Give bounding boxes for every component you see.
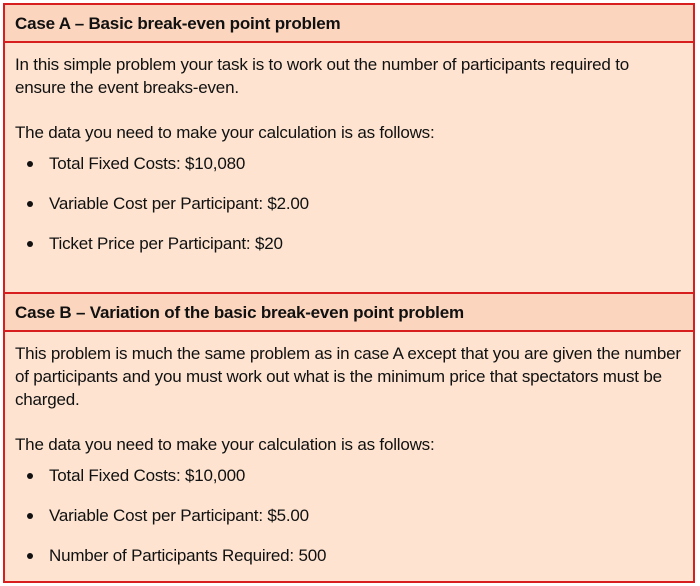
case-a-item-fixed-costs: Total Fixed Costs: $10,080 [49, 154, 246, 173]
bullet-icon [27, 241, 33, 247]
list-item [15, 152, 683, 192]
case-b-item-variable-cost: Variable Cost per Participant: $5.00 [49, 506, 309, 525]
list-item [15, 464, 683, 504]
case-b-title: Case B – Variation of the basic break-even point problem [5, 294, 693, 332]
case-a-lead: The data you need to make your calculation is as follows: [15, 123, 435, 142]
bullet-icon [27, 161, 33, 167]
list-item [15, 504, 683, 544]
case-b-item-fixed-costs: Total Fixed Costs: $10,000 [49, 466, 246, 485]
bullet-icon [27, 513, 33, 519]
case-a-title: Case A – Basic break-even point problem [5, 5, 693, 43]
document-table [3, 3, 695, 583]
case-b-lead: The data you need to make your calculation is as follows: [15, 435, 435, 454]
list-item [15, 544, 683, 583]
case-b-intro: This problem is much the same problem as in case A except that you are given the number of participants and you must work out what is the minimum price that spectators must be charged. [15, 344, 681, 409]
case-a-body [5, 43, 693, 294]
case-b-body [5, 332, 693, 581]
bullet-icon [27, 201, 33, 207]
list-item [15, 192, 683, 232]
bullet-icon [27, 553, 33, 559]
bullet-icon [27, 473, 33, 479]
list-item [15, 232, 683, 272]
case-a-intro: In this simple problem your task is to work out the number of participants required to ensure the event breaks-even. [15, 55, 629, 97]
case-a-item-variable-cost: Variable Cost per Participant: $2.00 [49, 194, 309, 213]
case-a-data-list [15, 152, 683, 272]
case-b-item-participants: Number of Participants Required: 500 [49, 546, 327, 565]
case-a-item-ticket-price: Ticket Price per Participant: $20 [49, 234, 283, 253]
case-b-data-list [15, 464, 683, 583]
